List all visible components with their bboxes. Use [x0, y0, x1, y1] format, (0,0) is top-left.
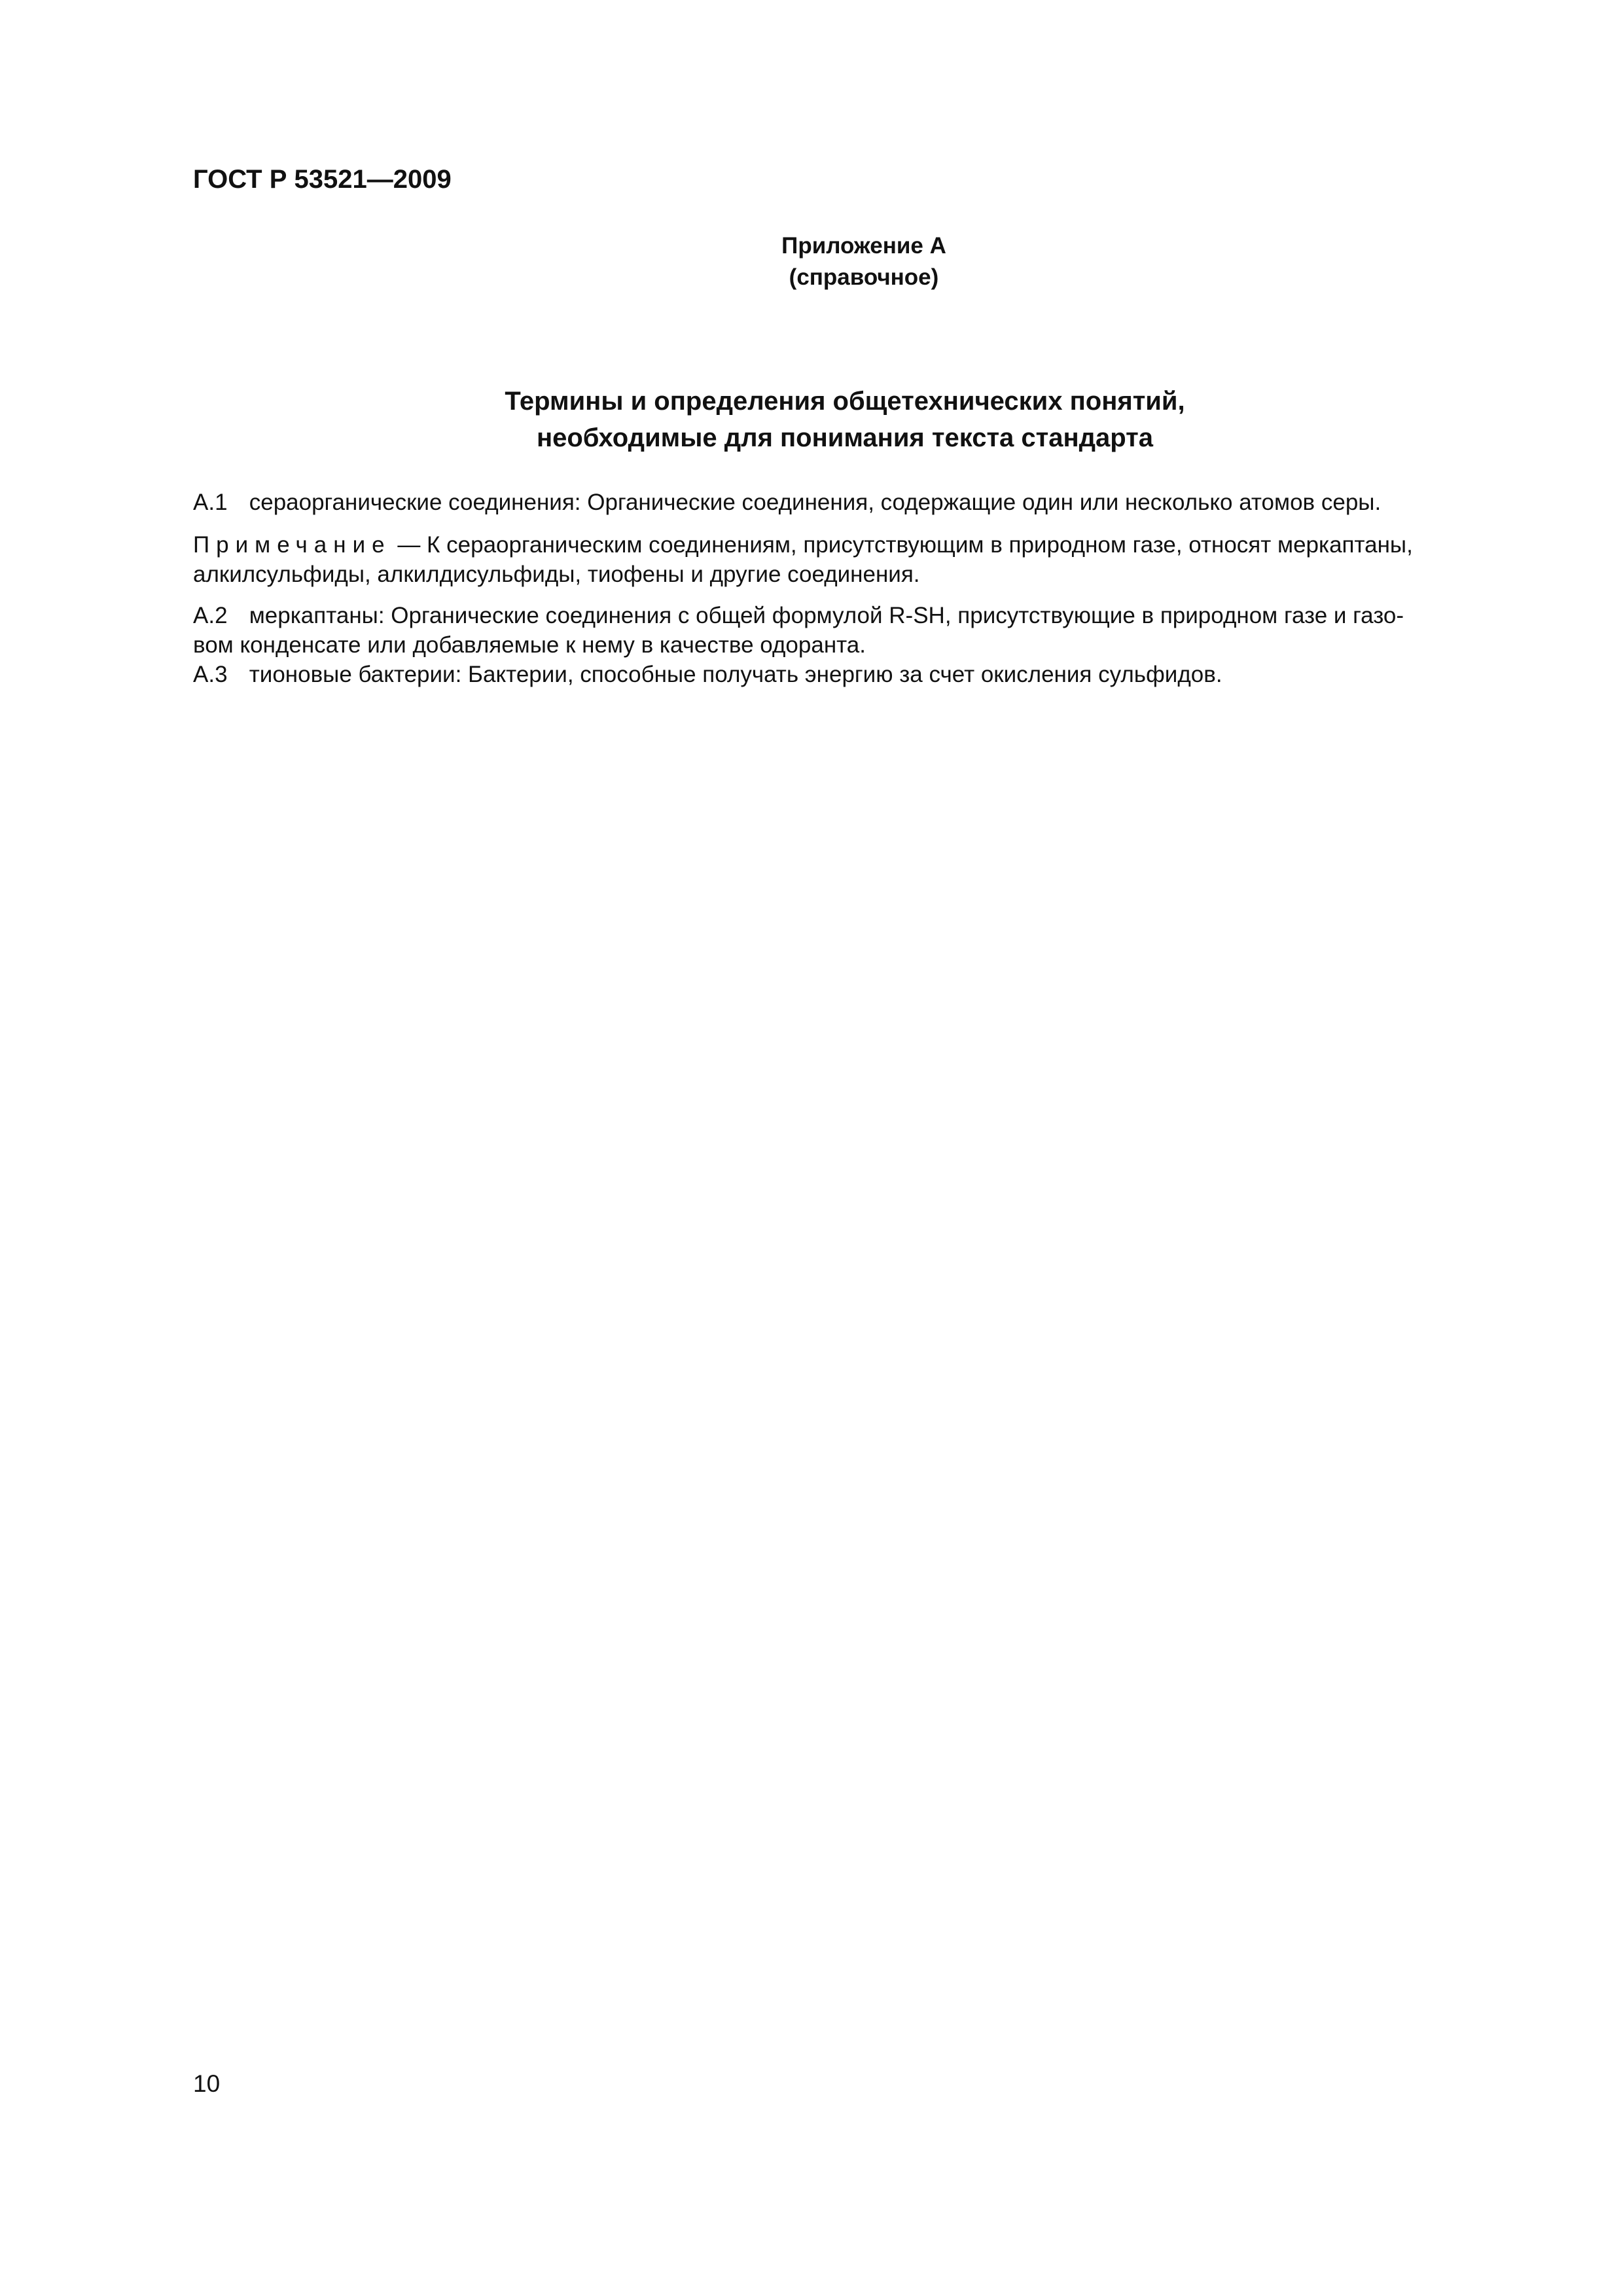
- term-a2: [193, 601, 1502, 660]
- note-label: Примечание: [193, 532, 391, 558]
- term-id: А.1: [193, 490, 228, 515]
- term-id: А.2: [193, 603, 228, 628]
- appendix-label: Приложение А: [781, 233, 946, 259]
- term-a1: [193, 488, 1502, 517]
- section-title: [193, 383, 1497, 456]
- term-line-2: вом конденсате или добавляемые к нему в качестве одоранта.: [193, 632, 866, 658]
- note-line-2: алкилсульфиды, алкилдисульфиды, тиофены и другие соединения.: [193, 562, 920, 587]
- appendix-status: (справочное): [789, 264, 939, 290]
- term-a3: [193, 660, 1502, 689]
- term-definition: меркаптаны: Органические соединения с общей формулой R-SH, присутствующие в природном газе и газо-: [249, 603, 1404, 628]
- term-definition: сераорганические соединения: Органические соединения, содержащие один или несколько атомов серы.: [249, 490, 1382, 515]
- term-id: А.3: [193, 662, 228, 687]
- section-title-line-1: Термины и определения общетехнических понятий,: [505, 387, 1185, 416]
- note-line-1: [193, 530, 1502, 560]
- appendix-heading: [681, 230, 1047, 293]
- term-line-1: [193, 601, 1502, 630]
- section-title-line-2: необходимые для понимания текста стандарта: [536, 423, 1154, 452]
- page-number: 10: [193, 2070, 221, 2097]
- note-block: [193, 530, 1502, 589]
- document-code: ГОСТ Р 53521—2009: [193, 165, 452, 194]
- term-definition: тионовые бактерии: Бактерии, способные получать энергию за счет окисления сульфидов.: [249, 662, 1222, 687]
- note-text: — К сераорганическим соединениям, присутствующим в природном газе, относят меркаптаны,: [397, 532, 1413, 558]
